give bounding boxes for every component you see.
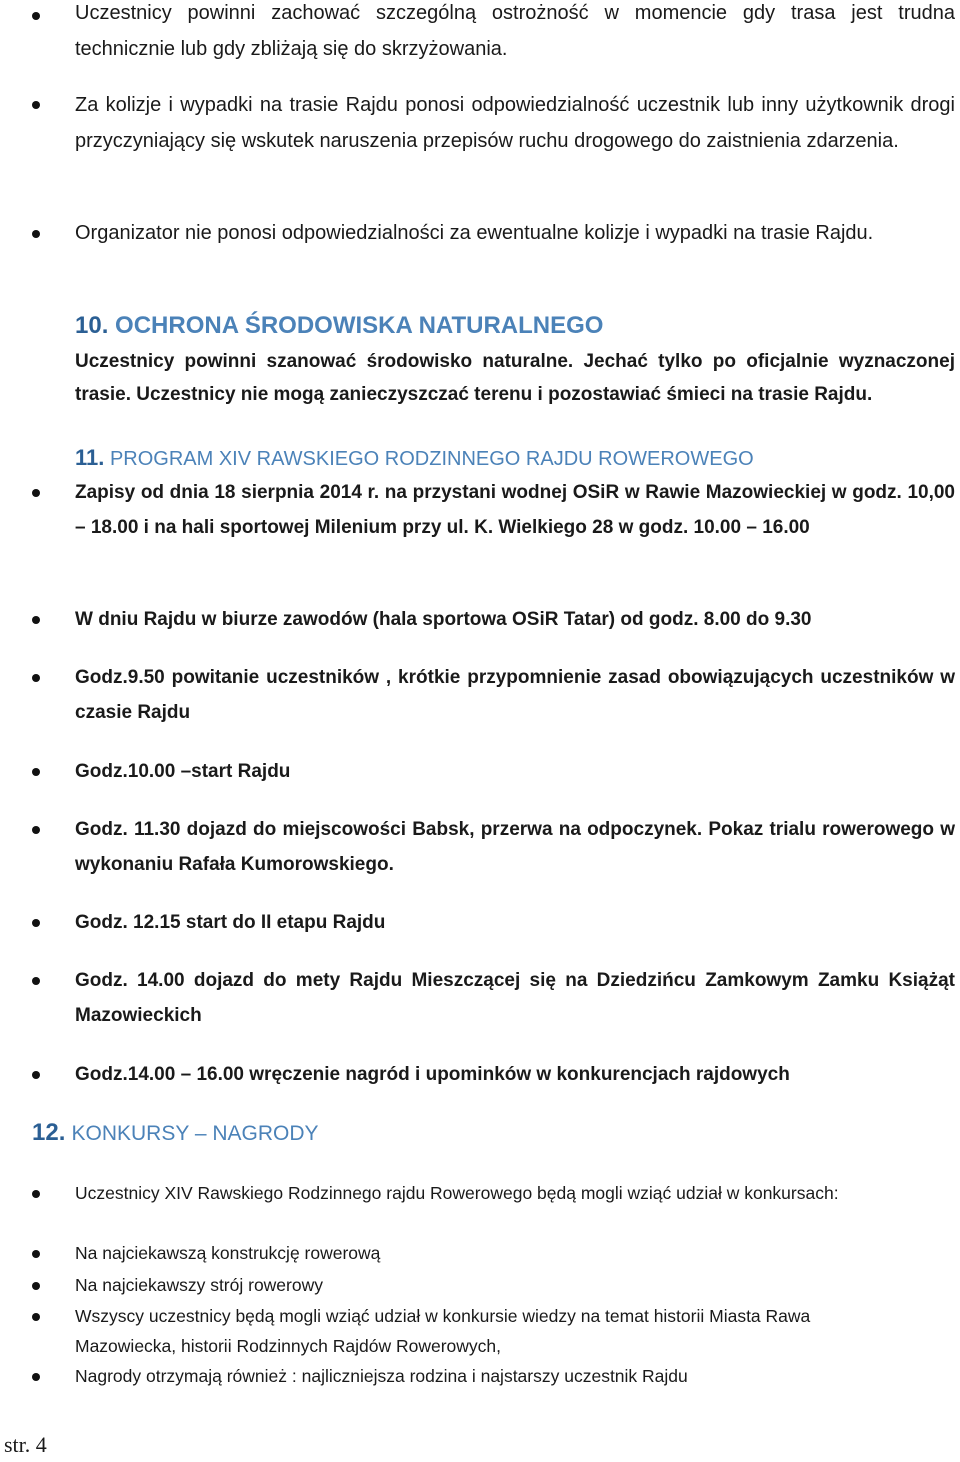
bullet-dot: [32, 1071, 40, 1079]
section-heading-11: [75, 445, 754, 471]
program-item: Godz.14.00 – 16.00 wręczenie nagród i upominków w konkurencjach rajdowych: [75, 1064, 790, 1085]
rule-item: Za kolizje i wypadki na trasie Rajdu ponosi odpowiedzialność uczestnik lub inny użytkownik drogi przyczyniający się wskutek naruszenia przepisów ruchu drogowego do zaistnienia zdarzenia.: [75, 94, 955, 152]
section-heading-12: [32, 1119, 319, 1147]
program-item: Godz.10.00 –start Rajdu: [75, 761, 291, 782]
bullet-dot: [32, 826, 40, 834]
bullet-dot: [32, 616, 40, 624]
bullet-dot: [32, 12, 40, 20]
contest-item: Na najciekawszy strój rowerowy: [75, 1275, 323, 1295]
bullet-dot: [32, 230, 40, 238]
contest-item: Wszyscy uczestnicy będą mogli wziąć udział w konkursie wiedzy na temat historii Miasta Rawa Mazowiecka, historii Rodzinnych Rajdów Rowerowych,: [75, 1306, 811, 1356]
section-10-body: Uczestnicy powinni szanować środowisko naturalne. Jechać tylko po oficjalnie wyznaczonej trasie. Uczestnicy nie mogą zanieczyszczać terenu i pozostawiać śmieci na trasie Rajdu.: [75, 351, 955, 405]
bullet-dot: [32, 1373, 40, 1381]
bullet-dot: [32, 674, 40, 682]
section-title: OCHRONA ŚRODOWISKA NATURALNEGO: [115, 312, 604, 339]
section-number: 11.: [75, 445, 105, 470]
bullet-dot: [32, 489, 40, 497]
section-title: PROGRAM XIV RAWSKIEGO RODZINNEGO RAJDU ROWEROWEGO: [109, 448, 754, 470]
bullet-dot: [32, 1282, 40, 1290]
bullet-dot: [32, 1313, 40, 1321]
section-number: 10.: [75, 312, 109, 339]
page-number: str. 4: [4, 1432, 47, 1457]
program-item: Godz.9.50 powitanie uczestników , krótkie przypomnienie zasad obowiązujących uczestników w czasie Rajdu: [75, 667, 955, 723]
contest-item: Nagrody otrzymają również : najliczniejsza rodzina i najstarszy uczestnik Rajdu: [75, 1366, 688, 1386]
rule-item: Organizator nie ponosi odpowiedzialności za ewentualne kolizje i wypadki na trasie Rajdu.: [75, 222, 874, 244]
program-item: Godz. 14.00 dojazd do mety Rajdu Mieszczącej się na Dziedzińcu Zamkowym Zamku Książąt Mazowieckich: [75, 970, 955, 1026]
contest-item: Uczestnicy XIV Rawskiego Rodzinnego rajdu Rowerowego będą mogli wziąć udział w konkursach:: [75, 1183, 839, 1203]
section-number: 12.: [32, 1119, 66, 1146]
section-title: KONKURSY – NAGRODY: [71, 1122, 319, 1145]
program-item: Godz. 11.30 dojazd do miejscowości Babsk, przerwa na odpoczynek. Pokaz trialu rowerowego w wykonaniu Rafała Kumorowskiego.: [75, 819, 955, 875]
bullet-dot: [32, 768, 40, 776]
bullet-dot: [32, 977, 40, 985]
rule-item: Uczestnicy powinni zachować szczególną ostrożność w momencie gdy trasa jest trudna technicznie lub gdy zbliżają się do skrzyżowania.: [75, 2, 955, 60]
bullet-dot: [32, 1190, 40, 1198]
program-item: Zapisy od dnia 18 sierpnia 2014 r. na przystani wodnej OSiR w Rawie Mazowieckiej w godz. 10,00 – 18.00 i na hali sportowej Milenium przy ul. K. Wielkiego 28 w godz. 10.00 – 16.00: [75, 482, 955, 538]
bullet-dot: [32, 919, 40, 927]
section-heading-10: [75, 312, 603, 340]
contest-item: Na najciekawszą konstrukcję rowerową: [75, 1243, 381, 1263]
bullet-dot: [32, 101, 40, 109]
program-item: W dniu Rajdu w biurze zawodów (hala sportowa OSiR Tatar) od godz. 8.00 do 9.30: [75, 609, 812, 630]
program-item: Godz. 12.15 start do II etapu Rajdu: [75, 912, 386, 933]
bullet-dot: [32, 1250, 40, 1258]
